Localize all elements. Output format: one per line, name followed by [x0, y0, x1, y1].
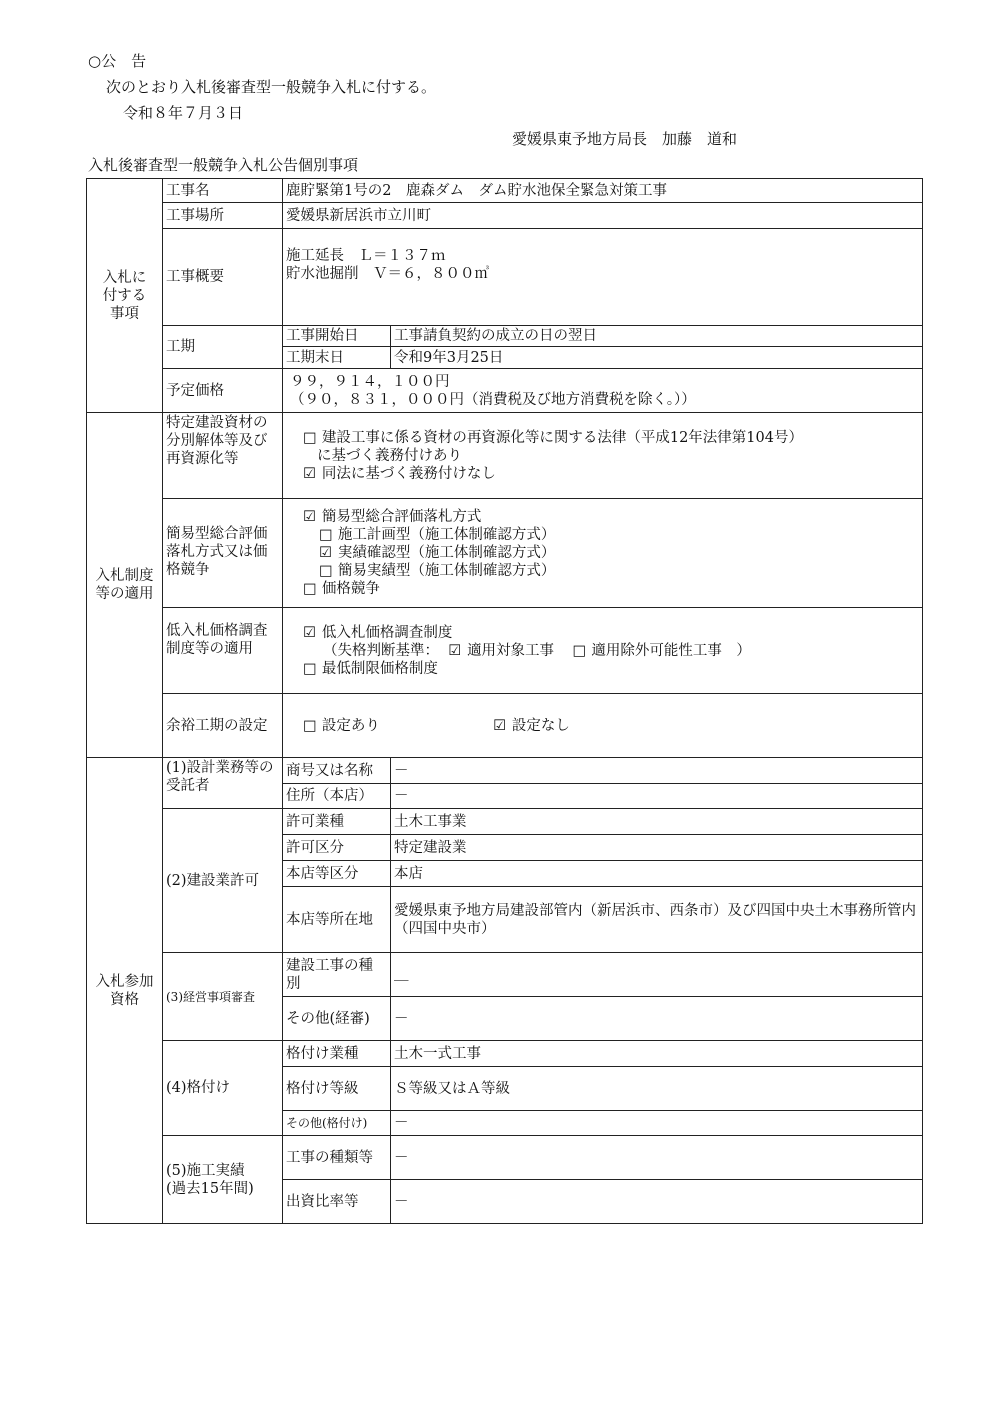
construction-overview-value: 施工延長 Ｌ＝１３７ｍ 貯水池掘削 Ｖ＝６，８００㎥: [283, 229, 923, 326]
notice-heading: ○公 告: [88, 52, 147, 70]
recycling-option-obligated: 建設工事に係る資材の再資源化等に関する法律（平成12年法律第104号）: [321, 429, 803, 446]
construction-name-value: 鹿貯緊第1号の2 鹿森ダム ダム貯水池保全緊急対策工事: [283, 179, 923, 203]
construction-place-value: 愛媛県新居浜市立川町: [283, 203, 923, 229]
record-kind-value: －: [391, 1136, 923, 1180]
license-type-label: 許可業種: [283, 809, 391, 835]
minimum-price-system: 最低制限価格制度: [321, 660, 438, 677]
planned-price-label: 予定価格: [163, 369, 283, 413]
intro-text: 次のとおり入札後審査型一般競争入札に付する。: [106, 78, 437, 96]
design-name-label: 商号又は名称: [283, 758, 391, 784]
checkbox-icon: □: [303, 717, 317, 734]
construction-name-label: 工事名: [163, 179, 283, 203]
low-bid-options: ☑ 低入札価格調査制度 （失格判断基準： ☑ 適用対象工事 □ 適用除外可能性工事 ） □ 最低制限価格制度: [283, 608, 923, 694]
office-location-value: 愛媛県東予地方局建設部管内（新居浜市、西条市）及び四国中央土木事務所管内（四国中央市）: [391, 887, 923, 953]
notice-detail-table: [86, 178, 923, 1224]
design-address-label: 住所（本店）: [283, 784, 391, 809]
row-low-bid: [87, 608, 923, 694]
audit-other-value: －: [391, 997, 923, 1041]
section-label-bidding-system: 入札制度 等の適用: [87, 413, 163, 758]
planned-price-value: ９９，９１４，１００円 （９０，８３１，０００円（消費税及び地方消費税を除く。））: [283, 369, 923, 413]
method-simplified-comprehensive: 簡易型総合評価落札方式: [321, 509, 482, 525]
row-construction-name: [87, 179, 923, 203]
notice-date: 令和８年７月３日: [123, 104, 244, 122]
office-class-label: 本店等区分: [283, 861, 391, 887]
row-record-kind: [87, 1136, 923, 1180]
rank-other-label: その他(格付け): [283, 1111, 391, 1136]
rank-type-value: 土木一式工事: [391, 1041, 923, 1067]
record-label: (5)施工実績 (過去15年間): [163, 1136, 283, 1224]
design-consignee-label: (1)設計業務等の受託者: [163, 758, 283, 809]
method-record-confirmation: 実績確認型（施工体制確認方式）: [337, 545, 556, 561]
row-rank-type: [87, 1041, 923, 1067]
evaluation-method-label: 簡易型総合評価落札方式又は価格競争: [163, 499, 283, 608]
checkbox-icon: □: [303, 660, 317, 677]
method-construction-plan: 施工計画型（施工体制確認方式）: [337, 527, 556, 543]
period-end-label: 工期末日: [283, 347, 391, 369]
recycling-options: □ 建設工事に係る資材の再資源化等に関する法律（平成12年法律第104号） に基づく義務付けあり ☑ 同法に基づく義務付けなし: [283, 413, 923, 499]
period-start-label: 工事開始日: [283, 326, 391, 347]
section-label-bidding-items: 入札に 付する 事項: [87, 179, 163, 413]
period-end-value: 令和9年3月25日: [391, 347, 923, 369]
spare-period-label: 余裕工期の設定: [163, 694, 283, 758]
row-construction-place: [87, 203, 923, 229]
period-label: 工期: [163, 326, 283, 369]
row-construction-overview: [87, 229, 923, 326]
rank-type-label: 格付け業種: [283, 1041, 391, 1067]
construction-place-label: 工事場所: [163, 203, 283, 229]
row-design-name: [87, 758, 923, 784]
recycling-label: 特定建設資材の分別解体等及び再資源化等: [163, 413, 283, 499]
spare-period-yes: 設定あり: [321, 717, 380, 734]
business-audit-label: (3)経営事項審査: [163, 953, 283, 1041]
record-ratio-label: 出資比率等: [283, 1180, 391, 1224]
table-title: 入札後審査型一般競争入札公告個別事項: [88, 156, 359, 174]
record-ratio-value: －: [391, 1180, 923, 1224]
issuer-name: 愛媛県東予地方局長 加藤 道和: [512, 130, 738, 148]
office-location-label: 本店等所在地: [283, 887, 391, 953]
design-name-value: －: [391, 758, 923, 784]
section-label-qualification: 入札参加 資格: [87, 758, 163, 1224]
rank-label: (4)格付け: [163, 1041, 283, 1136]
method-simplified-record: 簡易実績型（施工体制確認方式）: [337, 563, 556, 579]
low-bid-survey-system: 低入札価格調査制度: [321, 624, 453, 641]
spare-period-options: [283, 694, 923, 758]
row-license-type: [87, 809, 923, 835]
checkbox-checked-icon: ☑: [448, 642, 462, 659]
checkbox-icon: □: [303, 429, 317, 446]
license-label: (2)建設業許可: [163, 809, 283, 953]
checkbox-checked-icon: ☑: [319, 545, 332, 561]
record-kind-label: 工事の種類等: [283, 1136, 391, 1180]
checkbox-icon: □: [303, 581, 317, 597]
rank-other-value: －: [391, 1111, 923, 1136]
row-spare-period: [87, 694, 923, 758]
office-class-value: 本店: [391, 861, 923, 887]
method-price-competition: 価格競争: [321, 581, 380, 597]
checkbox-checked-icon: ☑: [303, 624, 316, 641]
row-period-start: [87, 326, 923, 347]
rank-grade-label: 格付け等級: [283, 1067, 391, 1111]
checkbox-checked-icon: ☑: [303, 509, 316, 525]
construction-overview-label: 工事概要: [163, 229, 283, 326]
period-start-value: 工事請負契約の成立の日の翌日: [391, 326, 923, 347]
checkbox-checked-icon: ☑: [493, 717, 507, 734]
checkbox-icon: □: [319, 563, 333, 579]
recycling-option-not-obligated: 同法に基づく義務付けなし: [321, 465, 496, 482]
row-recycling: [87, 413, 923, 499]
audit-kind-label: 建設工事の種別: [283, 953, 391, 997]
license-type-value: 土木工事業: [391, 809, 923, 835]
rank-grade-value: Ｓ等級又はＡ等級: [391, 1067, 923, 1111]
checkbox-icon: □: [572, 642, 587, 659]
license-class-value: 特定建設業: [391, 835, 923, 861]
row-evaluation-method: [87, 499, 923, 608]
design-address-value: －: [391, 784, 923, 809]
spare-period-no: 設定なし: [511, 717, 570, 734]
row-planned-price: [87, 369, 923, 413]
low-bid-label: 低入札価格調査制度等の適用: [163, 608, 283, 694]
checkbox-icon: □: [319, 527, 333, 543]
license-class-label: 許可区分: [283, 835, 391, 861]
audit-other-label: その他(経審): [283, 997, 391, 1041]
checkbox-checked-icon: ☑: [303, 465, 316, 482]
audit-kind-value: ＿: [391, 953, 923, 997]
row-audit-kind: [87, 953, 923, 997]
evaluation-method-options: [283, 499, 923, 608]
